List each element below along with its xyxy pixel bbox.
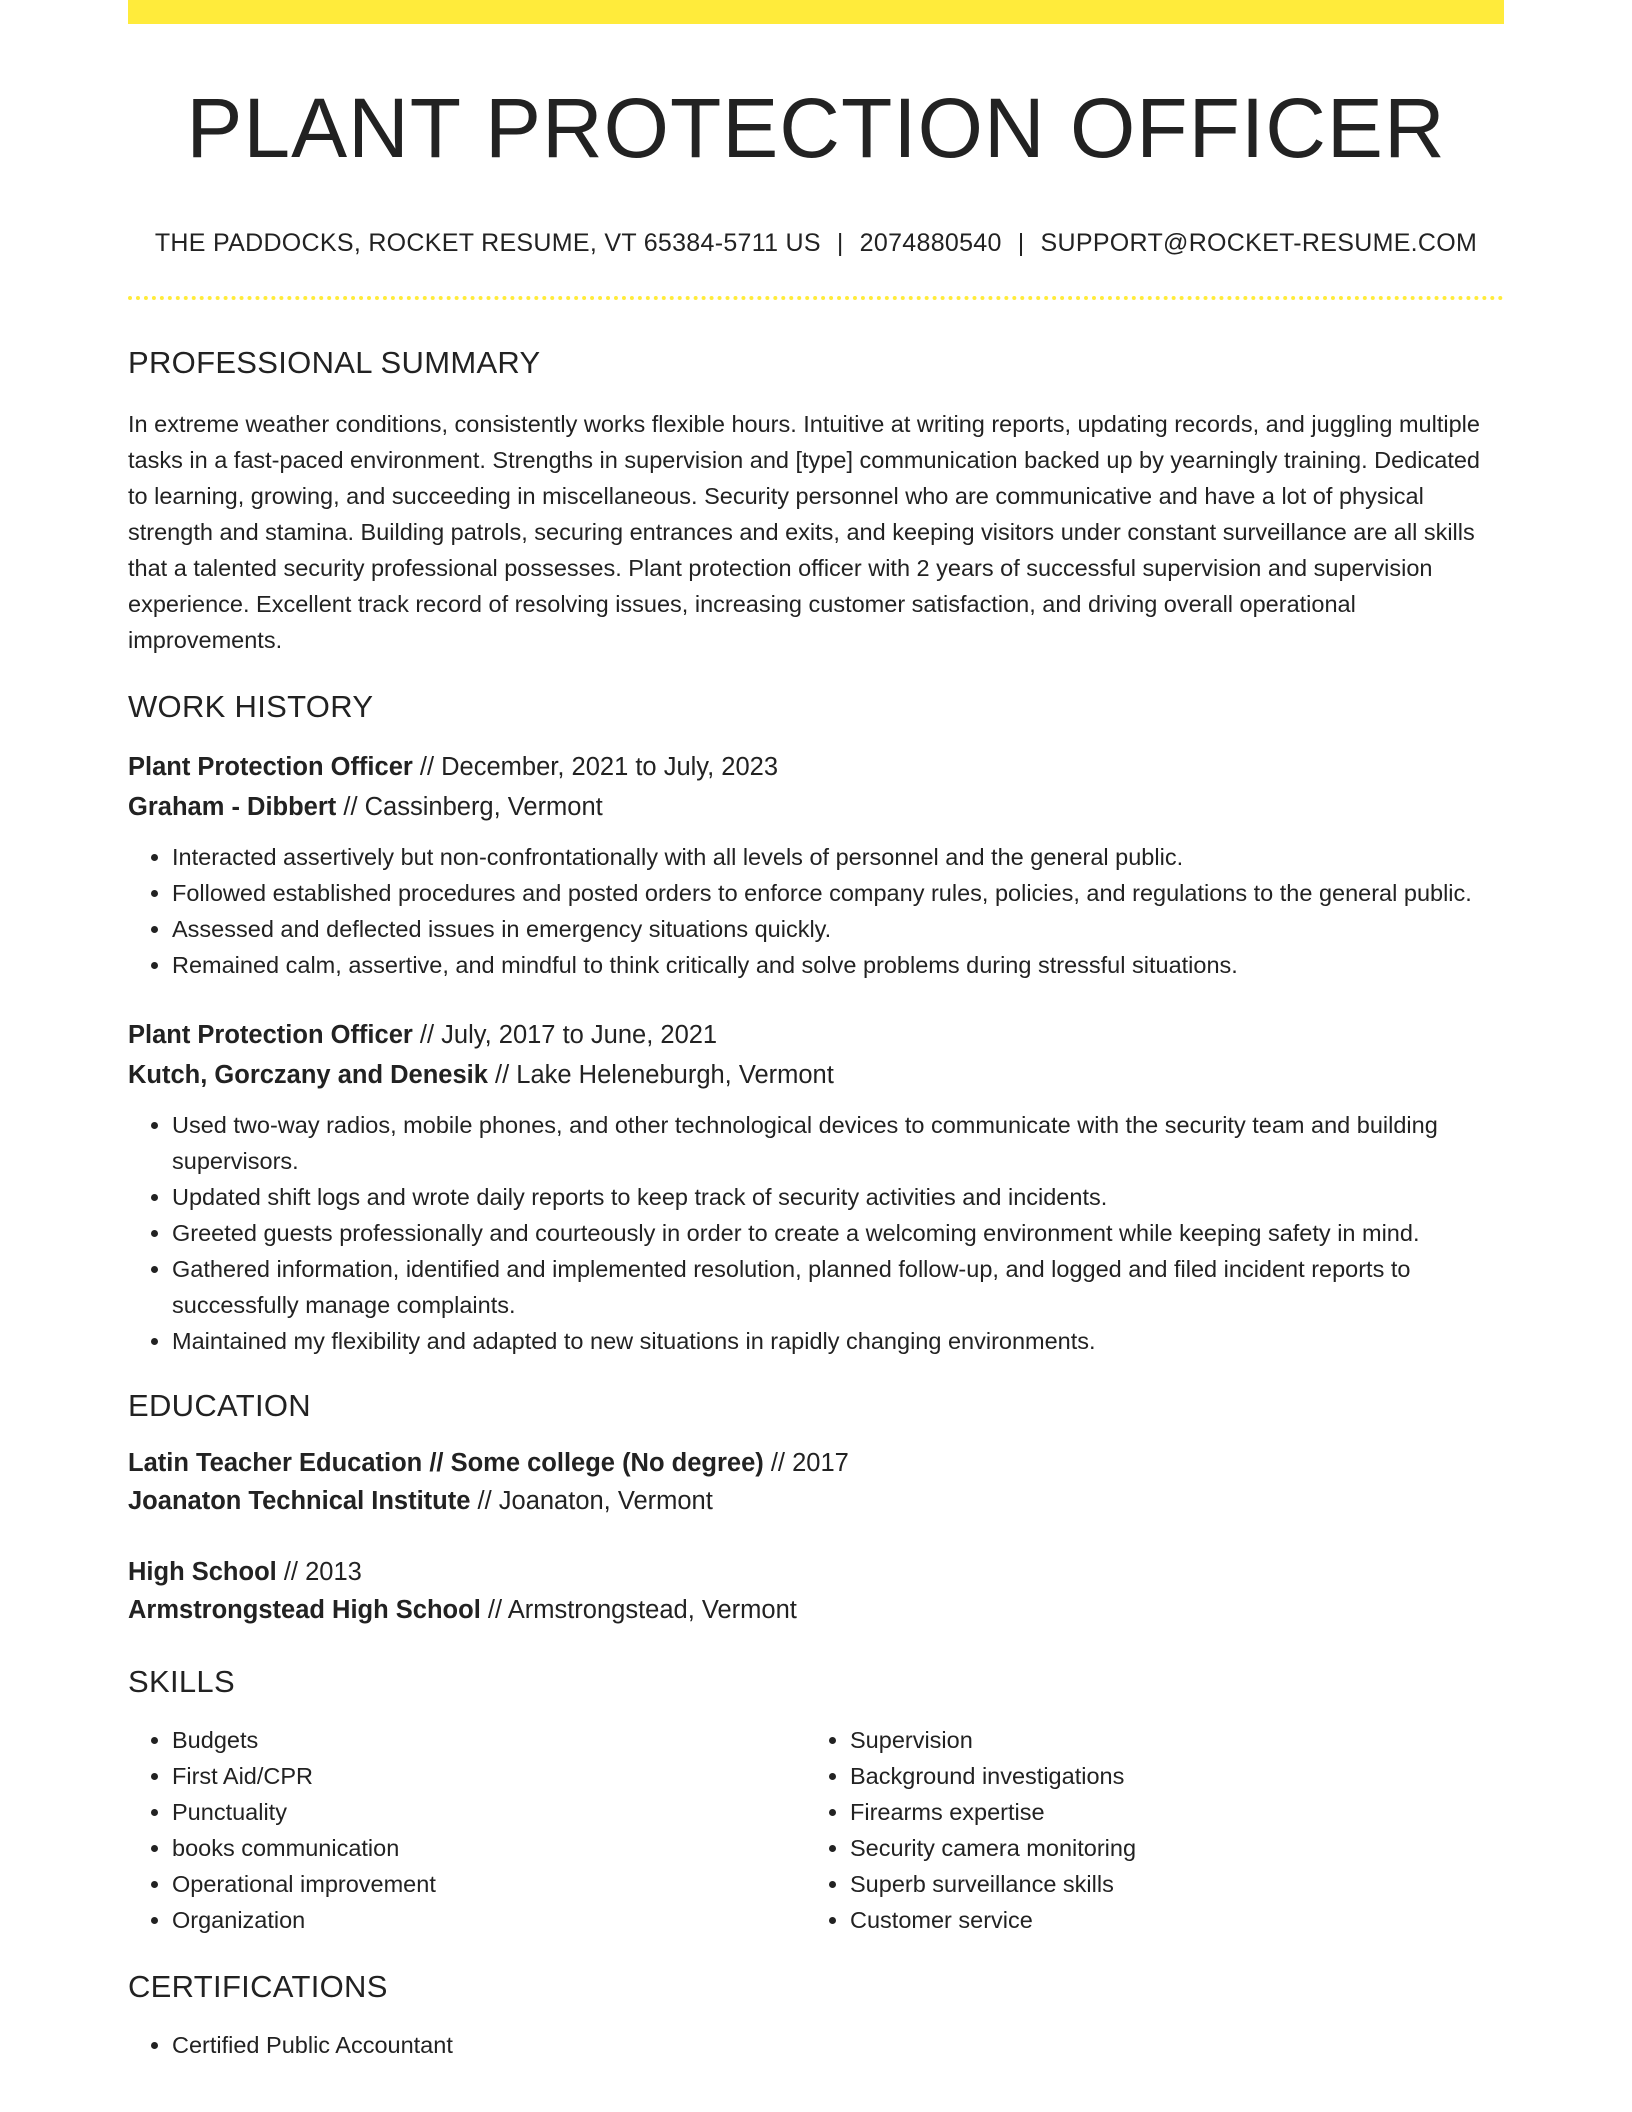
section-title-education: EDUCATION — [128, 1387, 311, 1423]
job-dates: // July, 2017 to June, 2021 — [412, 1020, 718, 1049]
education-year: // 2017 — [763, 1448, 849, 1477]
job-location: // Lake Heleneburgh, Vermont — [487, 1060, 834, 1089]
contact-phone: 2074880540 — [859, 229, 1002, 258]
summary-text: In extreme weather conditions, consistently works flexible hours. Intuitive at writing reports, updating records, and juggling multiple tasks in a fast-paced environment. Strengths in supervision and [type] communication backed up by yearningly training. Dedicated to learning, growing, and succeeding in miscellaneous. Security personnel who are communicative and have a lot of physical strength and stamina. Building patrols, securing entrances and exits, and keeping visitors under constant surveillance are all skills that a talented security professional possesses. Plant protection officer with 2 years of successful supervision and supervision experience. Excellent track record of resolving issues, increasing customer satisfaction, and driving overall operational improvements. — [128, 410, 1480, 653]
list-item: • Certified Public Accountant — [172, 2027, 1504, 2063]
job-bullets — [128, 1107, 1504, 1359]
section-title-work-history: WORK HISTORY — [128, 688, 374, 724]
skills-columns — [128, 1722, 1504, 1938]
list-item: • Updated shift logs and wrote daily reports to keep track of security activities and incidents. — [172, 1179, 1504, 1215]
list-item: • Interacted assertively but non-confrontationally with all levels of personnel and the general public. — [172, 839, 1504, 875]
job-company: Kutch, Gorczany and Denesik — [128, 1060, 488, 1089]
job-role-line — [128, 1015, 1504, 1055]
candidate-title: PLANT PROTECTION OFFICER — [186, 81, 1446, 175]
list-item: • Security camera monitoring — [850, 1830, 1482, 1866]
list-item: • Supervision — [850, 1722, 1482, 1758]
list-item: • Organization — [172, 1902, 804, 1938]
list-item: • Superb surveillance skills — [850, 1866, 1482, 1902]
job-entry — [128, 1015, 1504, 1359]
list-item: • Budgets — [172, 1722, 804, 1758]
certifications-list — [128, 2027, 1504, 2063]
section-title-summary: PROFESSIONAL SUMMARY — [128, 345, 541, 381]
education-school-line — [128, 1591, 1504, 1629]
education-entry — [128, 1444, 1504, 1520]
list-item: • Customer service — [850, 1902, 1482, 1938]
section-title-skills: SKILLS — [128, 1663, 235, 1699]
list-item: • Punctuality — [172, 1794, 804, 1830]
list-item: • Firearms expertise — [850, 1794, 1482, 1830]
education-year: // 2013 — [276, 1557, 362, 1586]
job-location: // Cassinberg, Vermont — [336, 792, 603, 821]
resume-page — [128, 0, 1504, 2063]
education-degree: High School — [128, 1557, 277, 1586]
dotted-divider — [128, 296, 1504, 300]
list-item: • Assessed and deflected issues in emergency situations quickly. — [172, 911, 1504, 947]
list-item: • Greeted guests professionally and courteously in order to create a welcoming environment while keeping safety in mind. — [172, 1215, 1504, 1251]
education-location: // Armstrongstead, Vermont — [480, 1595, 797, 1624]
skills-list-left — [128, 1722, 804, 1938]
contact-email: SUPPORT@ROCKET-RESUME.COM — [1040, 229, 1478, 258]
job-role: Plant Protection Officer — [128, 752, 413, 781]
list-item: • Operational improvement — [172, 1866, 804, 1902]
list-item: • Followed established procedures and posted orders to enforce company rules, policies, and regulations to the general public. — [172, 875, 1504, 911]
education-entry — [128, 1553, 1504, 1629]
education-location: // Joanaton, Vermont — [470, 1486, 713, 1515]
job-role-line — [128, 747, 1504, 787]
job-dates: // December, 2021 to July, 2023 — [412, 752, 779, 781]
section-title-certifications: CERTIFICATIONS — [128, 1969, 388, 2005]
contact-separator: | — [836, 229, 844, 258]
accent-top-bar — [128, 0, 1504, 24]
education-degree-line — [128, 1553, 1504, 1591]
list-item: • Used two-way radios, mobile phones, and other technological devices to communicate with the security team and building supervisors. — [172, 1107, 1504, 1179]
job-bullets — [128, 839, 1504, 983]
education-school-line — [128, 1482, 1504, 1520]
list-item: • Remained calm, assertive, and mindful to think critically and solve problems during stressful situations. — [172, 947, 1504, 983]
skills-list-right — [804, 1722, 1482, 1938]
list-item: • Gathered information, identified and implemented resolution, planned follow-up, and logged and filed incident reports to successfully manage complaints. — [172, 1251, 1504, 1323]
list-item: • First Aid/CPR — [172, 1758, 804, 1794]
list-item: • Background investigations — [850, 1758, 1482, 1794]
education-degree: Latin Teacher Education // Some college (No degree) — [128, 1448, 764, 1477]
contact-address: THE PADDOCKS, ROCKET RESUME, VT 65384-5711 US — [154, 229, 821, 258]
education-degree-line — [128, 1444, 1504, 1482]
education-school: Armstrongstead High School — [128, 1595, 481, 1624]
education-school: Joanaton Technical Institute — [128, 1486, 471, 1515]
job-role: Plant Protection Officer — [128, 1020, 413, 1049]
list-item: • books communication — [172, 1830, 804, 1866]
job-company-line — [128, 787, 1504, 827]
job-entry — [128, 747, 1504, 983]
job-company: Graham - Dibbert — [128, 792, 337, 821]
list-item: • Maintained my flexibility and adapted to new situations in rapidly changing environments. — [172, 1323, 1504, 1359]
job-company-line — [128, 1055, 1504, 1095]
contact-line — [128, 228, 1504, 258]
contact-separator: | — [1017, 229, 1025, 258]
